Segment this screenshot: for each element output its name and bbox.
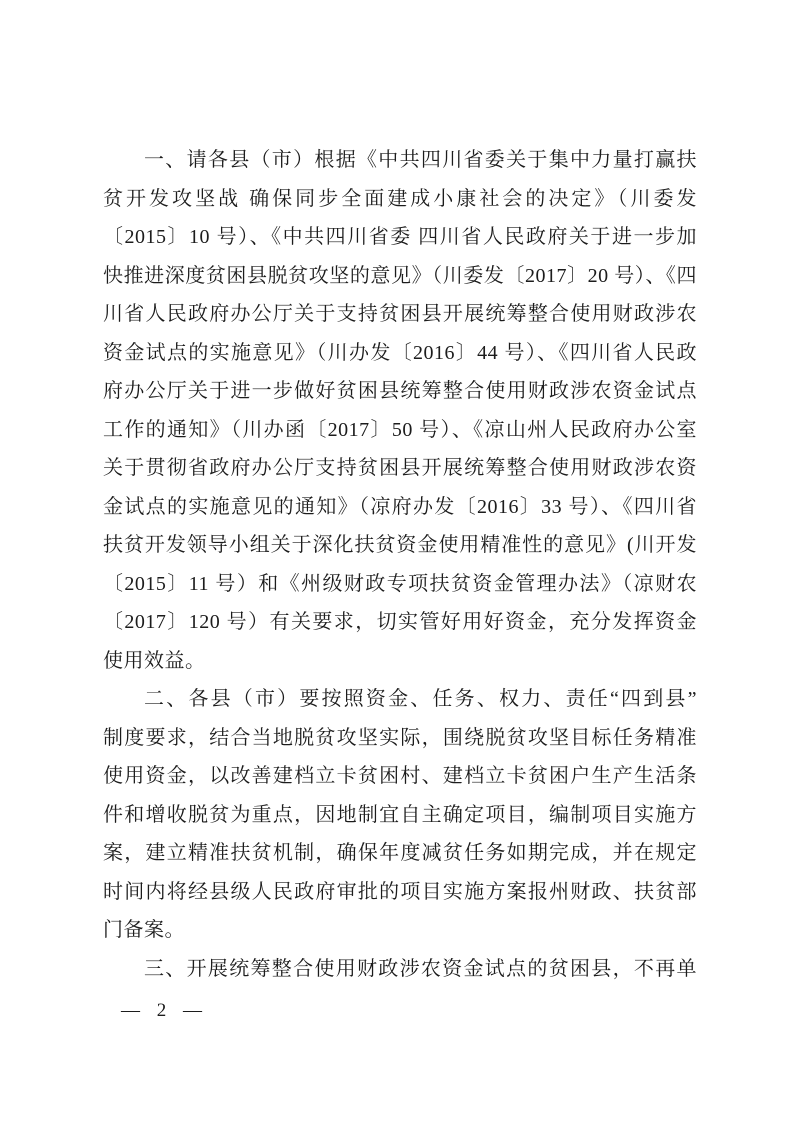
text-line: 时间内将经县级人民政府审批的项目实施方案报州财政、扶贫部 — [103, 880, 697, 903]
document-body — [103, 141, 697, 988]
text-line: 关于贯彻省政府办公厅支持贫困县开展统筹整合使用财政涉农资 — [103, 457, 697, 479]
text-line: 案，建立精准扶贫机制，确保年度减贫任务如期完成，并在规定 — [103, 842, 697, 864]
text-line: 使用效益。 — [103, 649, 206, 672]
text-line: 〔2017〕120 号）有关要求，切实管好用好资金，充分发挥资金 — [103, 611, 697, 633]
text-line: 〔2015〕11 号）和《州级财政专项扶贫资金管理办法》（凉财农 — [103, 572, 697, 595]
text-line: 快推进深度贫困县脱贫攻坚的意见》（川委发〔2017〕20 号）、《四 — [103, 264, 697, 287]
text-line: 〔2015〕10 号）、《中共四川省委 四川省人民政府关于进一步加 — [103, 226, 697, 248]
text-line: 工作的通知》（川办函〔2017〕50 号）、《凉山州人民政府办公室 — [103, 418, 697, 441]
text-line: 二、各县（市）要按照资金、任务、权力、责任“四到县” — [144, 688, 697, 710]
text-line: 扶贫开发领导小组关于深化扶贫资金使用精准性的意见》(川开发 — [103, 534, 697, 556]
text-line: 一、请各县（市）根据《中共四川省委关于集中力量打赢扶 — [144, 149, 697, 171]
page-number: — 2 — — [121, 1000, 208, 1021]
text-line: 金试点的实施意见的通知》（凉府办发〔2016〕33 号）、《四川省 — [103, 495, 697, 518]
text-line: 贫开发攻坚战 确保同步全面建成小康社会的决定》（川委发 — [103, 187, 697, 210]
text-line: 使用资金，以改善建档立卡贫困村、建档立卡贫困户生产生活条 — [103, 765, 697, 787]
text-line: 府办公厅关于进一步做好贫困县统筹整合使用财政涉农资金试点 — [103, 380, 697, 402]
text-line: 三、开展统筹整合使用财政涉农资金试点的贫困县，不再单 — [144, 957, 697, 980]
text-line: 川省人民政府办公厅关于支持贫困县开展统筹整合使用财政涉农 — [103, 303, 697, 325]
text-line: 门备案。 — [103, 919, 185, 941]
text-line: 资金试点的实施意见》（川办发〔2016〕44 号）、《四川省人民政 — [103, 341, 697, 364]
text-line: 制度要求，结合当地脱贫攻坚实际，围绕脱贫攻坚目标任务精准 — [103, 726, 697, 749]
text-line: 件和增收脱贫为重点，因地制宜自主确定项目，编制项目实施方 — [103, 803, 697, 826]
